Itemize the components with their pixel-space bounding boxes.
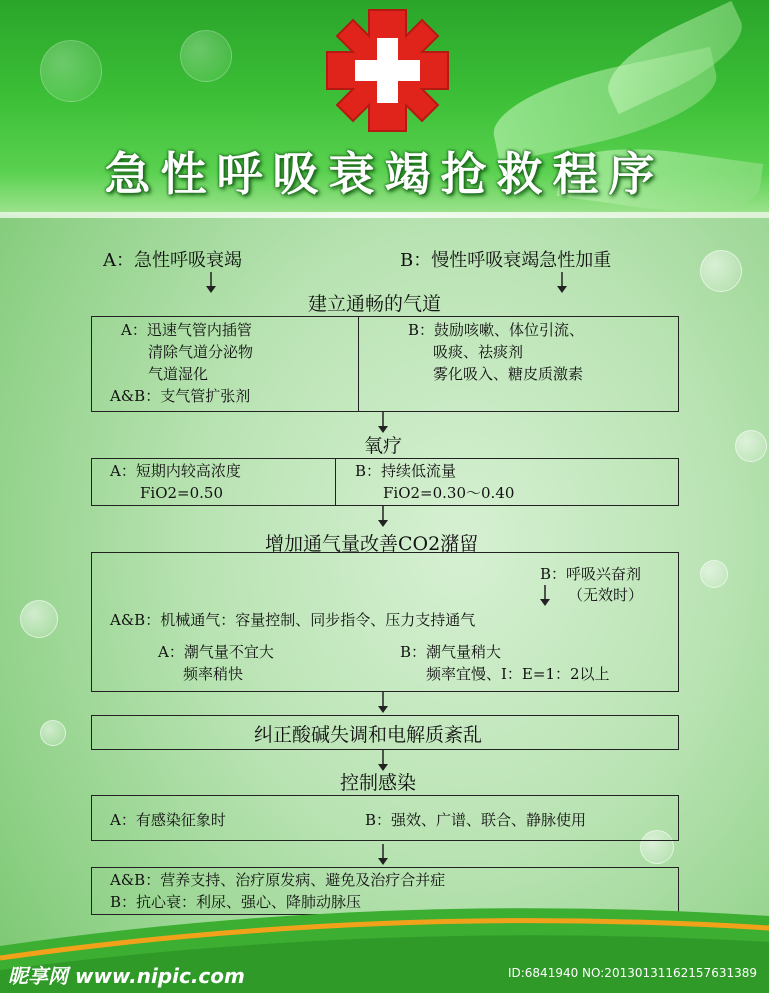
down-arrow-icon <box>376 506 390 528</box>
infection-b-line: B：强效、广谱、联合、静脉使用 <box>365 811 587 829</box>
airway-b-line-2: 吸痰、祛痰剂 <box>433 343 524 361</box>
oxygen-heading: 氧疗 <box>364 435 403 457</box>
decor-bubble <box>735 430 767 462</box>
ventilation-b-line-1: B：潮气量稍大 <box>400 643 502 661</box>
oxygen-b-line-2: FiO2=0.30～0.40 <box>383 484 515 502</box>
stimulant-note: （无效时） <box>568 586 644 604</box>
red-cross-icon <box>325 8 450 133</box>
decor-bubble <box>180 30 232 82</box>
ventilation-a-line-2: 频率稍快 <box>183 665 244 683</box>
decor-bubble <box>20 600 58 638</box>
ventilation-heading: 增加通气量改善CO2潴留 <box>265 533 479 555</box>
header-separator <box>0 212 769 218</box>
airway-heading: 建立通畅的气道 <box>308 293 442 315</box>
airway-a-line-3: 气道湿化 <box>148 365 209 383</box>
down-arrow-icon <box>376 692 390 714</box>
down-arrow-icon <box>538 585 552 607</box>
page-title: 急性呼吸衰竭抢救程序 <box>104 147 665 201</box>
watermark-brand: 昵享网 www.nipic.com <box>8 964 245 988</box>
acute-failure-label: A：急性呼吸衰竭 <box>103 250 242 271</box>
mechanical-ventilation-line: A&B：机械通气：容量控制、同步指令、压力支持通气 <box>110 611 476 629</box>
airway-a-line-1: A：迅速气管内插管 <box>121 321 252 339</box>
airway-ab-line: A&B：支气管扩张剂 <box>110 387 251 405</box>
oxygen-a-line-2: FiO2=0.50 <box>140 484 224 502</box>
decor-bubble <box>700 560 728 588</box>
chronic-exacerbation-label: B：慢性呼吸衰竭急性加重 <box>400 250 612 271</box>
down-arrow-icon <box>204 272 218 294</box>
acid-base-text: 纠正酸碱失调和电解质紊乱 <box>254 724 483 746</box>
down-arrow-icon <box>555 272 569 294</box>
decor-bubble <box>40 40 102 102</box>
decor-bubble <box>700 250 742 292</box>
airway-divider <box>358 317 359 411</box>
decor-bubble <box>40 720 66 746</box>
ventilation-b-line-2: 频率宜慢、I：E=1：2以上 <box>426 665 610 683</box>
stimulant-label: B：呼吸兴奋剂 <box>540 565 642 583</box>
watermark-id: ID:6841940 NO:20130131162157631389 <box>507 966 757 980</box>
down-arrow-icon <box>376 844 390 866</box>
oxygen-b-line-1: B：持续低流量 <box>355 462 457 480</box>
ventilation-a-line-1: A：潮气量不宜大 <box>158 643 274 661</box>
oxygen-a-line-1: A：短期内较高浓度 <box>110 462 241 480</box>
support-line-2: B：抗心衰：利尿、强心、降肺动脉压 <box>110 893 362 911</box>
support-line-1: A&B：营养支持、治疗原发病、避免及治疗合并症 <box>110 871 446 889</box>
oxygen-divider <box>335 459 336 505</box>
infection-heading: 控制感染 <box>340 772 417 794</box>
infection-a-line: A：有感染征象时 <box>110 811 226 829</box>
airway-b-line-1: B：鼓励咳嗽、体位引流、 <box>408 321 585 339</box>
airway-a-line-2: 清除气道分泌物 <box>148 343 254 361</box>
airway-b-line-3: 雾化吸入、糖皮质激素 <box>433 365 584 383</box>
